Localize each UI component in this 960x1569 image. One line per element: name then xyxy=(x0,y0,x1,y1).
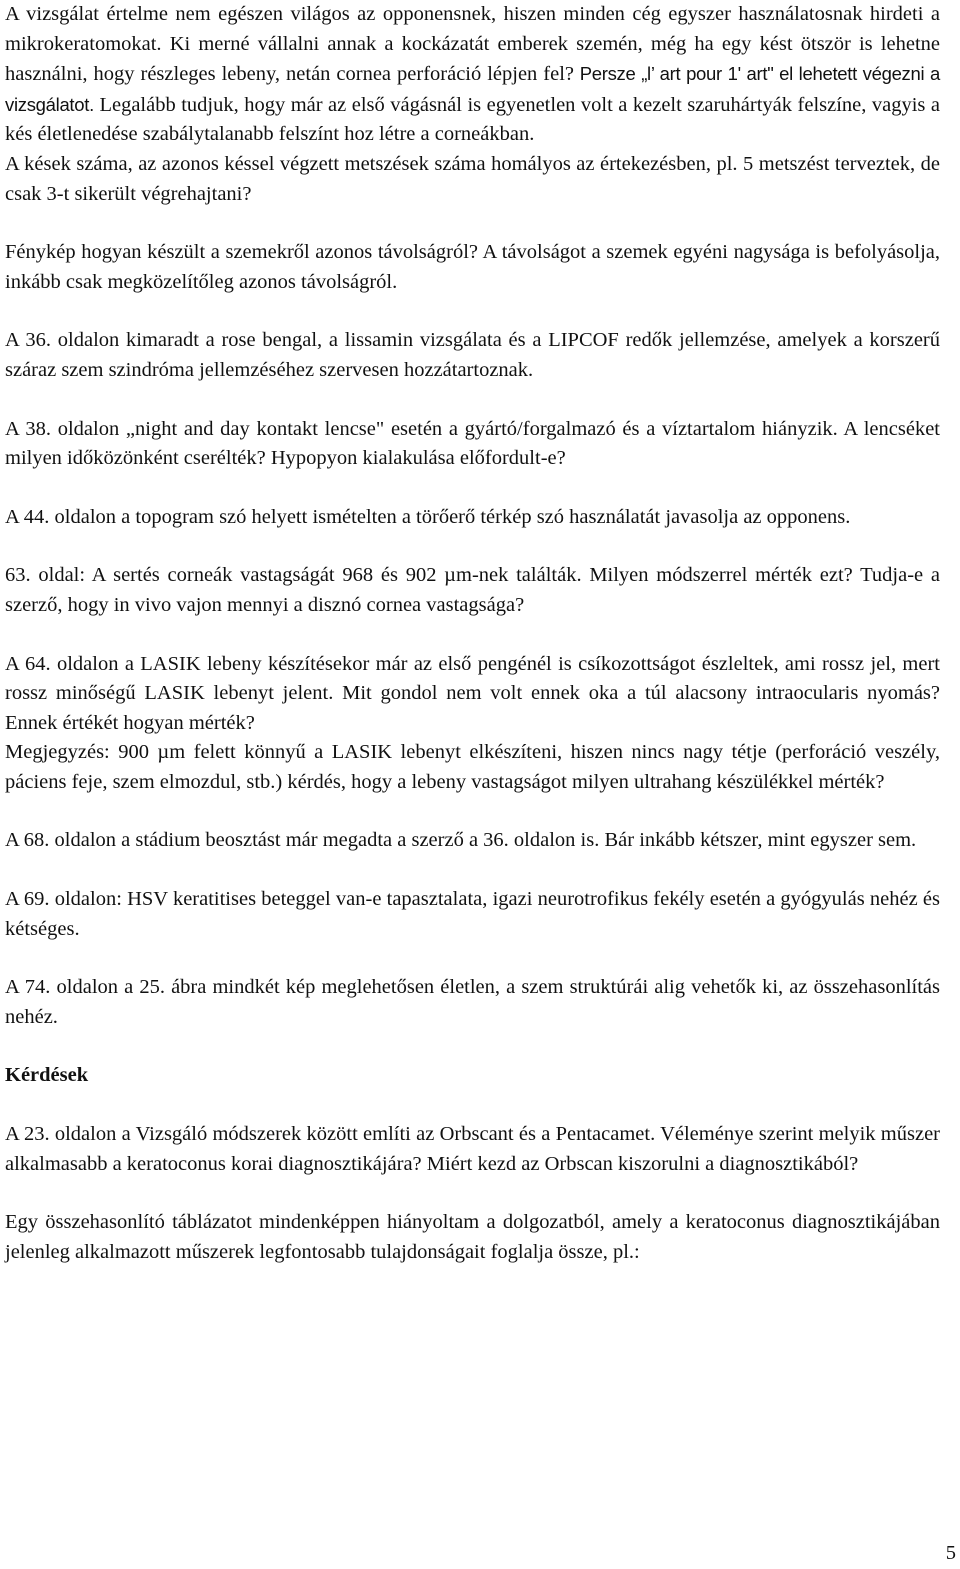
paragraph-1-part-d: A kések száma, az azonos késsel végzett metszések száma homályos az értekezésben, pl. xyxy=(5,152,738,175)
paragraph-11: A 23. oldalon a Vizsgáló módszerek között említi az Orbscant és a Pentacamet. Véleménye szerint melyik műszer alkalmasabb a keratoconus korai diagnosztikájára? Miért kezd az Orbscan kiszorulni a diagnosztikából? xyxy=(5,1123,940,1175)
paragraph-1-part-e: 5 metszést terveztek, de csak 3-t sikerült végrehajtani? xyxy=(5,152,940,205)
paragraph-3: A 36. oldalon kimaradt a rose bengal, a lissamin vizsgálata és a LIPCOF redők jellemzése, amelyek a korszerű száraz szem szindróma jellemzéséhez szervesen hozzátartoznak. xyxy=(5,329,940,381)
paragraph-8: A 68. oldalon a stádium beosztást már megadta a szerző a 36. oldalon is. Bár inkább kétszer, mint egyszer sem. xyxy=(5,829,917,852)
document-body xyxy=(5,0,940,1267)
paragraph-6: 63. oldal: A sertés corneák vastagságát 968 és 902 µm-nek találták. Milyen módszerrel mérték ezt? Tudja-e a szerző, hogy in vivo vajon mennyi a disznó cornea vastagsága? xyxy=(5,564,940,616)
paragraph-7-note: Megjegyzés: 900 µm felett könnyű a LASIK lebenyt elkészíteni, hiszen nincs nagy tétje (perforáció veszély, páciens feje, szem elmozdul, stb.) kérdés, hogy a lebeny vastagságot milyen ultrahang készülékkel mérték? xyxy=(5,741,940,793)
paragraph-12: Egy összehasonlító táblázatot mindenképpen hiányoltam a dolgozatból, amely a keratoconus diagnosztikájában jelenleg alkalmazott műszerek legfontosabb tulajdonságait foglalja össze, pl.: xyxy=(5,1211,940,1263)
paragraph-1-part-a: A vizsgálat értelme nem egészen világos az opponensnek, hiszen minden cég egyszer használatosnak hirdeti a mikrokeratomokat. Ki merné vállalni annak a kockázatát emberek szemén, még ha egy kést ötször is lehetne használni, hogy részleges lebeny, netán cornea perforáció lépjen fel? xyxy=(5,3,940,86)
paragraph-2-part-a: Fénykép hogyan készült a szemekről azonos távolságról? xyxy=(5,241,479,264)
section-heading: Kérdések xyxy=(5,1064,89,1087)
paragraph-1-part-b: Persze „l’ art pour 1' art" el lehetett végezni a vizsgálatot. xyxy=(5,63,940,115)
page-number: 5 xyxy=(945,1542,956,1564)
paragraph-4: A 38. oldalon „night and day kontakt lencse" esetén a gyártó/forgalmazó és a víztartalom hiányzik. A lencséket milyen időközönként cserélték? Hypopyon kialakulása előfordult-e? xyxy=(5,417,940,470)
paragraph-1-part-c: Legalább tudjuk, hogy már az első vágásnál is egyenetlen volt a kezelt szaruhártyák felszíne, vagyis a kés életlenedése szabálytalanabb felszínt hoz létre a corneákban. xyxy=(5,93,940,146)
paragraph-7: A 64. oldalon a LASIK lebeny készítésekor már az első pengénél is csíkozottságot észleltek, ami rossz jel, mert rossz minőségű LASIK lebenyt jelent. Mit gondol nem volt ennek oka a túl alacsony intraocularis nyomás? Ennek értékét hogyan mérték? xyxy=(5,652,940,734)
paragraph-10: A 74. oldalon a 25. ábra mindkét kép meglehetősen életlen, a szem struktúrái alig vehetők ki, az összehasonlítás nehéz. xyxy=(5,976,940,1028)
paragraph-2 xyxy=(5,238,940,297)
paragraph-1 xyxy=(5,0,940,150)
paragraph-1-continued xyxy=(5,150,940,209)
paragraph-2-part-b: A távolságot a szemek egyéni nagysága is befolyásolja, inkább csak megközelítőleg azonos távolságról. xyxy=(5,241,941,293)
paragraph-9: A 69. oldalon: HSV keratitises beteggel van-e tapasztalata, igazi neurotrofikus fekély esetén a gyógyulás nehéz és kétséges. xyxy=(5,888,940,940)
paragraph-5: A 44. oldalon a topogram szó helyett ismételten a törőerő térkép szó használatát javasolja az opponens. xyxy=(5,505,851,528)
